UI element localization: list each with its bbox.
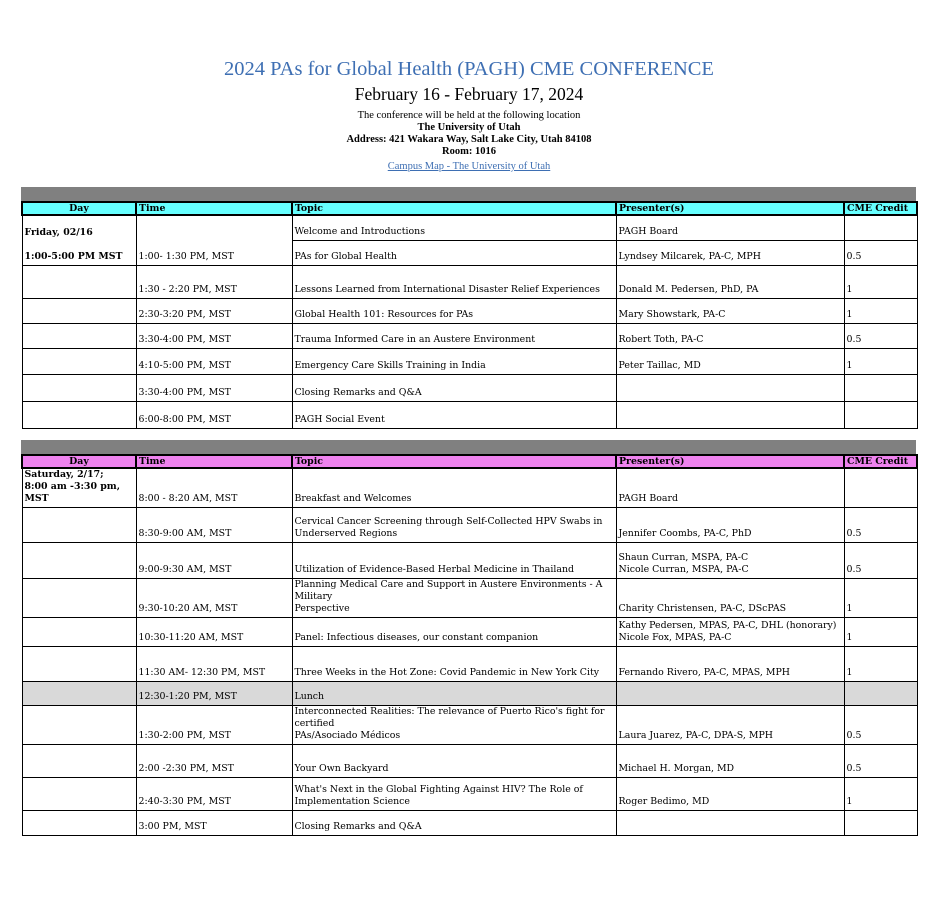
friday-day-hours: 1:00-5:00 PM MST	[24, 250, 123, 262]
credit-cell	[844, 682, 917, 706]
day-cell	[22, 374, 136, 401]
column-cme-credit: CME Credit	[844, 202, 917, 215]
topic-line: PAs/Asociado Médicos	[294, 730, 401, 741]
topic-cell: PAGH Social Event	[292, 401, 616, 428]
day-cell	[22, 579, 136, 618]
day-cell	[22, 348, 136, 374]
presenter-line: Nicole Curran, MSPA, PA-C	[618, 564, 749, 575]
credit-cell: 1	[844, 778, 917, 811]
presenter-cell: PAGH Board	[616, 468, 844, 508]
topic-cell: Breakfast and Welcomes	[292, 468, 616, 508]
day-cell	[22, 811, 136, 836]
friday-day-label: Friday, 02/16	[24, 226, 93, 238]
column-topic: Topic	[292, 202, 616, 215]
topic-line: Interconnected Realities: The relevance of Puerto Rico's fight for certified	[294, 706, 605, 729]
table-row	[22, 265, 917, 298]
credit-cell: 0.5	[844, 706, 917, 745]
time-cell: 11:30 AM- 12:30 PM, MST	[136, 647, 292, 682]
friday-day-cell	[22, 215, 136, 265]
conference-title: 2024 PAs for Global Health (PAGH) CME CONFERENCE	[224, 58, 714, 80]
presenter-cell	[616, 682, 844, 706]
day-cell	[22, 323, 136, 348]
saturday-day-timezone: MST	[24, 493, 49, 504]
time-cell: 8:00 - 8:20 AM, MST	[136, 468, 292, 508]
topic-cell: PAs for Global Health	[292, 240, 616, 265]
time-cell: 1:30 - 2:20 PM, MST	[136, 265, 292, 298]
time-cell: 8:30-9:00 AM, MST	[136, 508, 292, 543]
day-cell	[22, 401, 136, 428]
table-row	[22, 215, 917, 240]
topic-line: Underserved Regions	[294, 528, 398, 539]
topic-cell	[292, 579, 616, 618]
time-cell: 2:30-3:20 PM, MST	[136, 298, 292, 323]
credit-cell: 0.5	[844, 323, 917, 348]
saturday-day-label: Saturday, 2/17;	[24, 469, 104, 480]
campus-map-link[interactable]: Campus Map - The University of Utah	[387, 161, 551, 172]
time-cell: 3:30-4:00 PM, MST	[136, 374, 292, 401]
credit-cell	[844, 215, 917, 240]
presenter-cell	[616, 811, 844, 836]
table-row	[22, 374, 917, 401]
location-intro: The conference will be held at the following location	[357, 110, 581, 121]
topic-cell: Trauma Informed Care in an Austere Environment	[292, 323, 616, 348]
topic-cell	[292, 508, 616, 543]
day-cell	[22, 745, 136, 778]
day-cell	[22, 706, 136, 745]
day-cell	[22, 618, 136, 647]
presenter-line: Shaun Curran, MSPA, PA-C	[618, 552, 749, 563]
topic-cell: Utilization of Evidence-Based Herbal Medicine in Thailand	[292, 543, 616, 579]
presenter-cell	[616, 543, 844, 579]
time-cell: 3:00 PM, MST	[136, 811, 292, 836]
time-cell: 3:30-4:00 PM, MST	[136, 323, 292, 348]
column-topic: Topic	[292, 455, 616, 468]
presenter-cell	[616, 618, 844, 647]
credit-cell	[844, 374, 917, 401]
saturday-day-hours: 8:00 am -3:30 pm,	[24, 481, 120, 492]
column-cme-credit: CME Credit	[844, 455, 917, 468]
table-row	[22, 811, 917, 836]
venue-name: The University of Utah	[417, 122, 521, 133]
venue-room: Room: 1016	[442, 146, 496, 157]
topic-line: Cervical Cancer Screening through Self-Collected HPV Swabs in	[294, 516, 603, 527]
topic-cell: Lessons Learned from International Disaster Relief Experiences	[292, 265, 616, 298]
day-cell	[22, 543, 136, 579]
topic-cell	[292, 778, 616, 811]
time-cell: 12:30-1:20 PM, MST	[136, 682, 292, 706]
credit-cell: 1	[844, 265, 917, 298]
presenter-cell	[616, 374, 844, 401]
venue-address: Address: 421 Wakara Way, Salt Lake City, Utah 84108	[346, 134, 592, 145]
time-cell: 9:30-10:20 AM, MST	[136, 579, 292, 618]
saturday-day-cell	[22, 468, 136, 508]
friday-schedule-table	[21, 201, 918, 429]
table-row	[22, 401, 917, 428]
lunch-row	[22, 682, 917, 706]
credit-cell	[844, 468, 917, 508]
presenter-cell: PAGH Board	[616, 215, 844, 240]
table-row	[22, 508, 917, 543]
table-row	[22, 468, 917, 508]
credit-cell: 0.5	[844, 745, 917, 778]
table-row	[22, 647, 917, 682]
table-row	[22, 778, 917, 811]
column-day: Day	[22, 202, 136, 215]
time-cell: 6:00-8:00 PM, MST	[136, 401, 292, 428]
table-row	[22, 745, 917, 778]
credit-cell: 1	[844, 348, 917, 374]
column-time: Time	[136, 455, 292, 468]
table-row	[22, 348, 917, 374]
table-row	[22, 323, 917, 348]
credit-cell: 1	[844, 618, 917, 647]
topic-line: Planning Medical Care and Support in Austere Environments - A Military	[294, 579, 603, 602]
topic-line: Perspective	[294, 603, 350, 614]
column-presenter: Presenter(s)	[616, 202, 844, 215]
time-cell: 2:40-3:30 PM, MST	[136, 778, 292, 811]
day-cell	[22, 298, 136, 323]
table-row	[22, 579, 917, 618]
table-row	[22, 706, 917, 745]
topic-cell: Closing Remarks and Q&A	[292, 374, 616, 401]
column-day: Day	[22, 455, 136, 468]
presenter-cell: Laura Juarez, PA-C, DPA-S, MPH	[616, 706, 844, 745]
credit-cell	[844, 401, 917, 428]
presenter-cell: Fernando Rivero, PA-C, MPAS, MPH	[616, 647, 844, 682]
friday-header-band	[21, 187, 916, 201]
credit-cell: 1	[844, 647, 917, 682]
time-cell: 1:30-2:00 PM, MST	[136, 706, 292, 745]
topic-line: What's Next in the Global Fighting Against HIV? The Role of	[294, 784, 583, 795]
column-presenter: Presenter(s)	[616, 455, 844, 468]
friday-header-row	[22, 202, 917, 215]
day-cell	[22, 508, 136, 543]
time-cell: 10:30-11:20 AM, MST	[136, 618, 292, 647]
topic-cell: Global Health 101: Resources for PAs	[292, 298, 616, 323]
topic-cell: Emergency Care Skills Training in India	[292, 348, 616, 374]
topic-cell	[292, 706, 616, 745]
time-cell: 1:00- 1:30 PM, MST	[136, 215, 292, 265]
saturday-header-band	[21, 440, 916, 454]
presenter-cell: Jennifer Coombs, PA-C, PhD	[616, 508, 844, 543]
presenter-cell: Mary Showstark, PA-C	[616, 298, 844, 323]
topic-cell: Three Weeks in the Hot Zone: Covid Pandemic in New York City	[292, 647, 616, 682]
table-row	[22, 298, 917, 323]
topic-cell: Panel: Infectious diseases, our constant companion	[292, 618, 616, 647]
column-time: Time	[136, 202, 292, 215]
presenter-cell: Charity Christensen, PA-C, DScPAS	[616, 579, 844, 618]
day-cell	[22, 682, 136, 706]
time-cell: 2:00 -2:30 PM, MST	[136, 745, 292, 778]
presenter-line: Nicole Fox, MPAS, PA-C	[618, 632, 732, 643]
day-cell	[22, 647, 136, 682]
table-row	[22, 543, 917, 579]
credit-cell: 1	[844, 579, 917, 618]
credit-cell: 1	[844, 298, 917, 323]
presenter-cell	[616, 401, 844, 428]
topic-cell: Lunch	[292, 682, 616, 706]
topic-cell: Welcome and Introductions	[292, 215, 616, 240]
credit-cell: 0.5	[844, 508, 917, 543]
presenter-cell: Donald M. Pedersen, PhD, PA	[616, 265, 844, 298]
day-cell	[22, 778, 136, 811]
presenter-cell: Michael H. Morgan, MD	[616, 745, 844, 778]
topic-cell: Your Own Backyard	[292, 745, 616, 778]
time-cell: 4:10-5:00 PM, MST	[136, 348, 292, 374]
saturday-header-row	[22, 455, 917, 468]
presenter-cell: Roger Bedimo, MD	[616, 778, 844, 811]
day-cell	[22, 265, 136, 298]
time-cell: 9:00-9:30 AM, MST	[136, 543, 292, 579]
topic-line: Implementation Science	[294, 796, 410, 807]
saturday-schedule-table	[21, 454, 918, 836]
topic-cell: Closing Remarks and Q&A	[292, 811, 616, 836]
conference-dates: February 16 - February 17, 2024	[354, 84, 584, 104]
presenter-cell: Robert Toth, PA-C	[616, 323, 844, 348]
credit-cell: 0.5	[844, 240, 917, 265]
presenter-line: Kathy Pedersen, MPAS, PA-C, DHL (honorary)	[618, 620, 837, 631]
credit-cell: 0.5	[844, 543, 917, 579]
credit-cell	[844, 811, 917, 836]
table-row	[22, 618, 917, 647]
presenter-cell: Lyndsey Milcarek, PA-C, MPH	[616, 240, 844, 265]
presenter-cell: Peter Taillac, MD	[616, 348, 844, 374]
